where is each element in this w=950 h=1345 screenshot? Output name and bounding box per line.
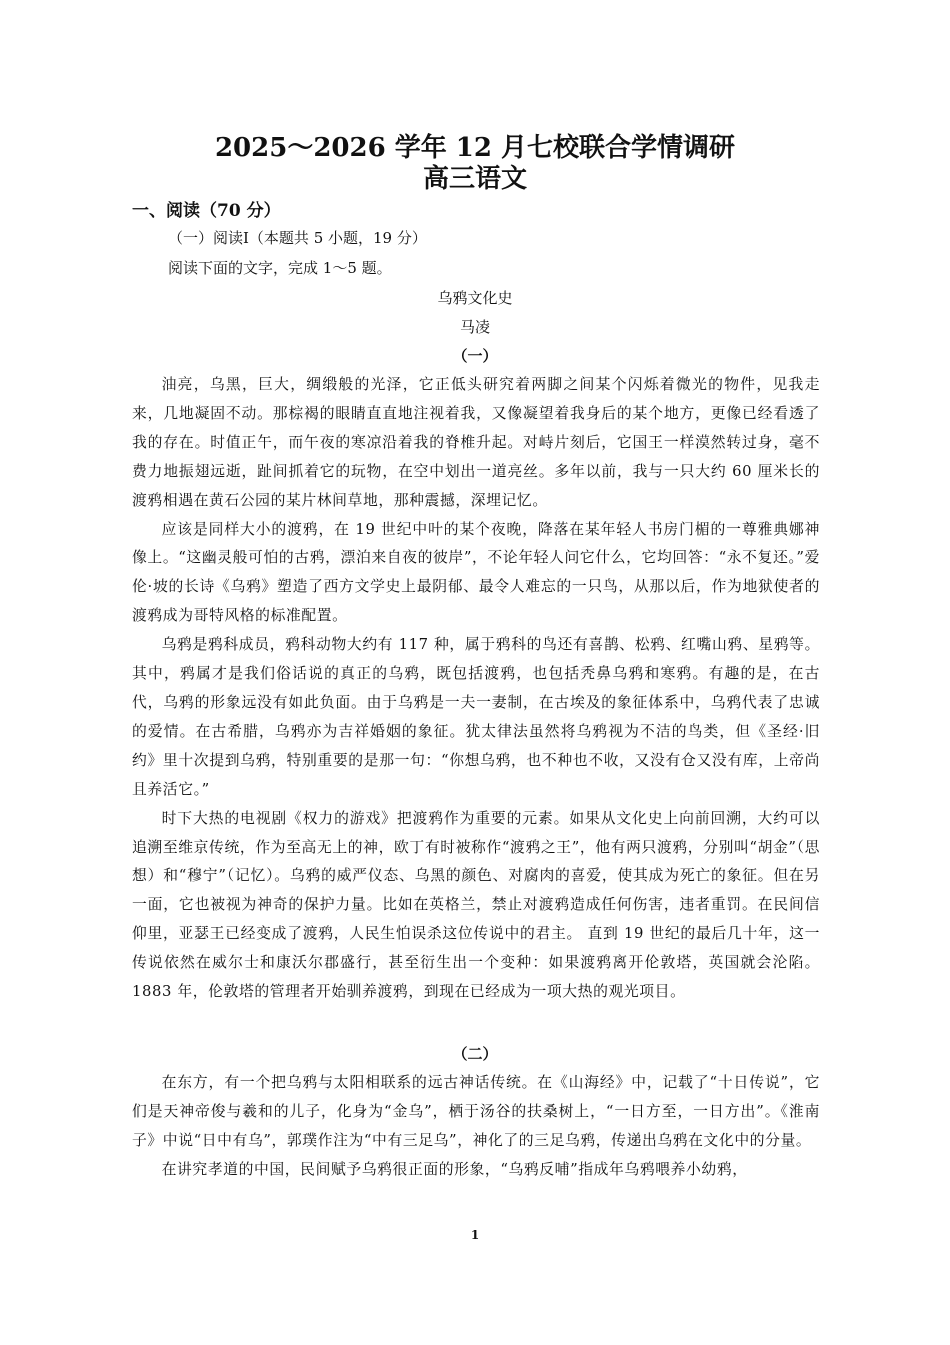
- part-one-marker: （一）: [452, 347, 498, 365]
- exam-title: 2025～2026 学年 12 月七校联合学情调研: [214, 133, 736, 163]
- paragraph: 乌鸦是鸦科成员，鸦科动物大约有 117 种，属于鸦科的鸟还有喜鹊、松鸦、红嘴山鸦、星鸦等。其中，鸦属才是我们俗话说的真正的乌鸦，既包括渡鸦，也包括秃鼻乌鸦和寒鸦。有趣的是，在古代，乌鸦的形象远没有如此负面。由于乌鸦是一夫一妻制，在古埃及的象征体系中，乌鸦代表了忠诚的爱情。在古希腊，乌鸦亦为吉祥婚姻的象征。犹太律法虽然将乌鸦视为不洁的鸟类，但《圣经·旧约》里十次提到乌鸦，特别重要的是那一句：“你想乌鸦，也不种也不收，又没有仓又没有库，上帝尚且养活它。”: [132, 636, 820, 798]
- paragraph: 油亮，乌黑，巨大，绸缎般的光泽，它正低头研究着两脚之间某个闪烁着微光的物件，见我走来，几地凝固不动。那棕褐的眼睛直直地注视着我，又像凝望着我身后的某个地方，更像已经看透了我的存在。时值正午，而午夜的寒凉沿着我的脊椎升起。对峙片刻后，它国王一样漠然转过身，毫不费力地振翅远逝，趾间抓着它的玩物，在空中划出一道亮丝。多年以前，我与一只大约 60 厘米长的渡鸦相遇在黄石公园的某片林间草地，那种震撼，深埋记忆。: [132, 376, 820, 509]
- article-author: 马凌: [459, 318, 490, 336]
- exam-subject: 高三语文: [422, 164, 527, 194]
- paragraph: 时下大热的电视剧《权力的游戏》把渡鸦作为重要的元素。如果从文化史上向前回溯，大约可以追溯至维京传统，作为至高无上的神，欧丁有时被称作“渡鸦之王”，他有两只渡鸦，分别叫“胡金”（思想）和“穆宁”（记忆）。乌鸦的威严仪态、乌黑的颜色、对腐肉的喜爱，使其成为死亡的象征。但在另一面，它也被视为神奇的保护力量。比如在英格兰，禁止对渡鸦造成任何伤害，违者重罚。在民间信仰里，亚瑟王已经变成了渡鸦，人民生怕误杀这位传说中的君主。 直到 19 世纪的最后几十年，这一传说依然在威尔士和康沃尔郡盛行，甚至衍生出一个变种：如果渡鸦离开伦敦塔，英国就会沦陷。1883 年，伦敦塔的管理者开始驯养渡鸦，到现在已经成为一项大热的观光项目。: [132, 809, 820, 1001]
- reading-instruction: 阅读下面的文字，完成 1～5 题。: [168, 259, 392, 277]
- article-title: 乌鸦文化史: [437, 289, 513, 307]
- section-heading: 一、阅读（70 分）: [132, 201, 281, 221]
- reading-part-label: （一）阅读Ⅰ（本题共 5 小题，19 分）: [168, 229, 427, 247]
- part-one-body: [132, 371, 820, 1007]
- page-number: 1: [470, 1228, 480, 1242]
- paragraph: 在讲究孝道的中国，民间赋予乌鸦很正面的形象，“乌鸦反哺”指成年乌鸦喂养小幼鸦，: [161, 1160, 748, 1178]
- part-two-marker: （二）: [452, 1045, 498, 1063]
- paragraph: 在东方，有一个把乌鸦与太阳相联系的远古神话传统。在《山海经》中，记载了“十日传说”，它们是天神帝俊与羲和的儿子，化身为“金乌”，栖于汤谷的扶桑树上，“一日方至，一日方出”。《淮南子》中说“日中有乌”，郭璞作注为“中有三足乌”，神化了的三足乌鸦，传递出乌鸦在文化中的分量。: [132, 1074, 820, 1149]
- paragraph: 应该是同样大小的渡鸦，在 19 世纪中叶的某个夜晚，降落在某年轻人书房门楣的一尊雅典娜神像上。“这幽灵般可怕的古鸦，漂泊来自夜的彼岸”，不论年轻人问它什么，它均回答：“永不复还。”爱伦·坡的长诗《乌鸦》塑造了西方文学史上最阴郁、最令人难忘的一只鸟，从那以后，作为地狱使者的渡鸦成为哥特风格的标准配置。: [132, 520, 820, 625]
- part-two-body: [132, 1069, 820, 1185]
